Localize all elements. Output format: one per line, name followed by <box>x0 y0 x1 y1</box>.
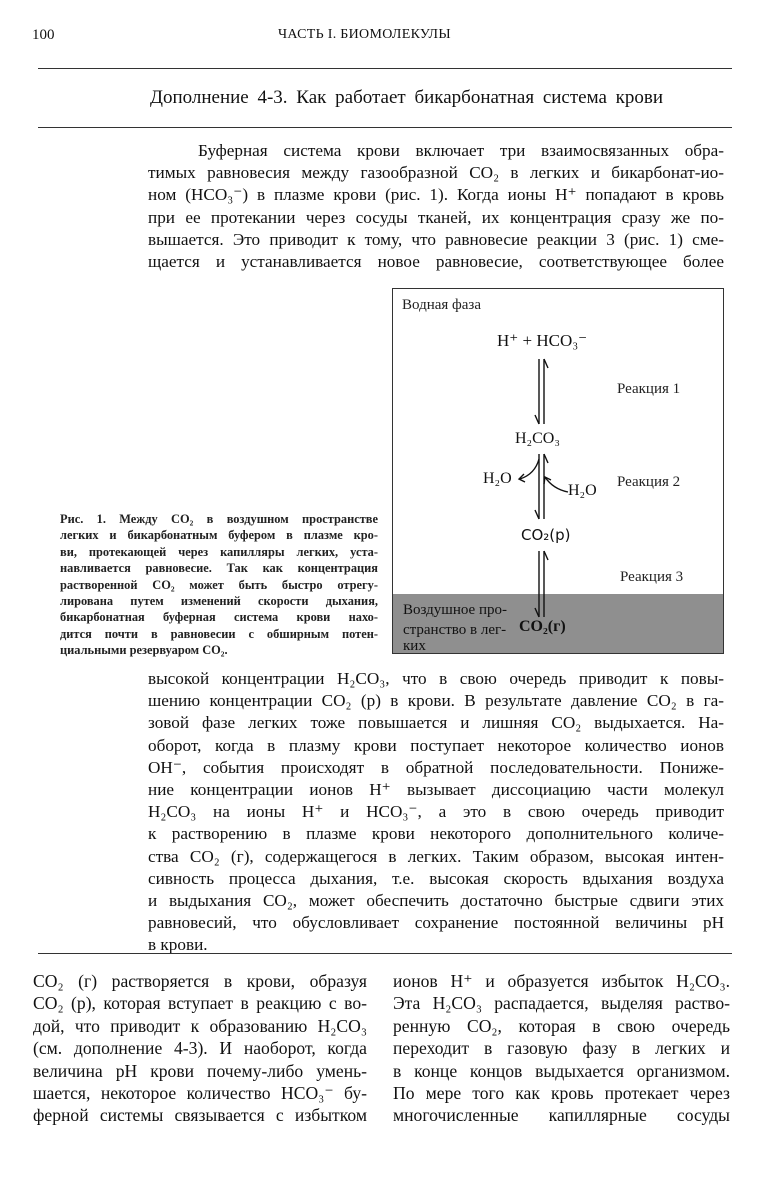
text-line: высокой концентрации H₂CO₃, что в свою очередь приводит к повы- <box>148 669 724 688</box>
text-line: тимых равновесия между газообразной CO₂ в легких и бикарбонат-ио- <box>148 163 724 183</box>
text-line: шению концентрации CO₂ (р) в крови. В результате давление CO₂ в га- <box>148 691 724 711</box>
text-line: Эта H₂CO₃ распадается, выделяя раство- <box>393 993 730 1014</box>
text-line: ние концентрации ионов H⁺ вызывает диссоциацию части молекул <box>148 780 724 800</box>
label-line: странство в лег- <box>403 622 507 638</box>
body-left-column <box>33 970 367 1127</box>
caption-line: Рис. 1. Между CO₂ в воздушном пространстве <box>60 512 378 526</box>
equilibrium-arrows-icon <box>393 289 724 654</box>
text-line: CO₂ (р), которая вступает в реакцию с во- <box>33 993 367 1014</box>
text-line: зовой фазе легких тоже повышается и лишняя CO₂ выдыхается. На- <box>148 713 724 733</box>
text-line: вышается. Это приводит к тому, что равновесие реакции 3 (рис. 1) сме- <box>148 229 724 249</box>
caption-line: легких и бикарбонатным буфером в плазме кро- <box>60 528 378 543</box>
text-line: многочисленные капиллярные сосуды <box>393 1105 730 1126</box>
gas-co2-formula: CO₂(г) <box>519 618 566 635</box>
text-line: CO₂ (г) растворяется в крови, образуя <box>33 971 367 991</box>
carbonic-acid-formula: H₂CO₃ <box>515 430 560 447</box>
text-line: ном (HCO₃⁻) в плазме крови (рис. 1). Когда ионы H⁺ попадают в кровь <box>148 185 724 205</box>
text-line: OH⁻, события происходят в обратной последовательности. Пониже- <box>148 757 724 777</box>
figure-caption <box>60 511 378 659</box>
caption-line: растворенной CO₂ может быть быстро отрегу- <box>60 577 378 592</box>
text-line: в крови. <box>148 935 208 955</box>
text-line: ства CO₂ (г), содержащегося в легких. Таким образом, высокая интен- <box>148 846 724 866</box>
title-rule <box>38 127 732 128</box>
water-out-formula: H₂O <box>483 470 512 487</box>
page-number: 100 <box>32 27 55 43</box>
reaction-1-label: Реакция 1 <box>617 381 681 397</box>
text-line: и выдыхания CO₂, может обеспечить достаточно быстрые сдвиги этих <box>148 891 724 911</box>
text-line: дой, что приводит к образованию H₂CO₃ <box>33 1015 367 1036</box>
text-line: переходит в газовую фазу в легких и <box>393 1038 730 1059</box>
caption-line: бикарбонатная буферная система крови нахо- <box>60 610 378 625</box>
box-continuation-paragraph <box>148 668 724 957</box>
text-line: сивность процесса дыхания, т.е. высокая скорость вдыхания воздуха <box>148 868 724 888</box>
top-species-formula: H⁺ + HCO₃⁻ <box>497 331 588 350</box>
text-line: По мере того как кровь протекает через <box>393 1083 730 1104</box>
caption-line: лирована путем изменений скорости дыхания, <box>60 594 378 609</box>
caption-line: навливается равновесие. Так как концентрация <box>60 561 378 576</box>
text-line: ионов H⁺ и образуется избыток H₂CO₃. <box>393 971 730 991</box>
text-line: H₂CO₃ на ионы H⁺ и HCO₃⁻, а это в свою очередь приводит <box>148 802 724 822</box>
text-line: оборот, когда в плазму крови поступает некоторое количество ионов <box>148 735 724 755</box>
body-right-column <box>393 970 730 1127</box>
top-rule <box>38 68 732 69</box>
text-line: в конце концов выдыхается организмом. <box>393 1060 730 1081</box>
caption-line: дится почти в равновесии с обширным потен- <box>60 626 378 641</box>
text-line: щается и устанавливается новое равновесие, соответствующее более <box>148 252 724 272</box>
text-line: шается, некоторое количество HCO₃⁻ бу- <box>33 1083 367 1104</box>
label-line: ких <box>403 638 426 654</box>
box-title: Дополнение 4-3. Как работает бикарбонатная система крови <box>150 87 664 108</box>
reaction-3-label: Реакция 3 <box>620 569 684 585</box>
water-in-formula: H₂O <box>568 482 597 499</box>
text-line: ренную CO₂, которая в свою очередь <box>393 1015 730 1036</box>
box-intro-paragraph <box>148 140 724 273</box>
box-bottom-rule <box>38 953 732 954</box>
text-line: (см. дополнение 4-3). И наоборот, когда <box>33 1038 367 1059</box>
text-line: величина pH крови почему-либо умень- <box>33 1060 367 1081</box>
text-line: при ее протекании через сосуды тканей, их концентрация сразу же по- <box>148 207 724 227</box>
text-line: ферной системы связывается с избытком <box>33 1105 367 1126</box>
aqueous-phase-label: Водная фаза <box>402 297 481 313</box>
label-line: Воздушное про- <box>403 602 507 618</box>
caption-line: ви, протекающей через капилляры легких, уста- <box>60 544 378 559</box>
reaction-2-label: Реакция 2 <box>617 474 681 490</box>
text-line: к растворению в плазме крови некоторого дополнительного количе- <box>148 824 724 844</box>
running-head: ЧАСТЬ I. БИОМОЛЕКУЛЫ <box>278 27 451 42</box>
caption-line: циальными резервуаром CO₂. <box>60 643 228 658</box>
text-line: Буферная система крови включает три взаимосвязанных обра- <box>198 141 724 160</box>
bicarbonate-diagram <box>392 288 724 654</box>
text-line: равновесий, что обусловливает сохранение постоянной величины pH <box>148 913 724 933</box>
dissolved-co2-formula: CO₂(р) <box>521 526 571 544</box>
